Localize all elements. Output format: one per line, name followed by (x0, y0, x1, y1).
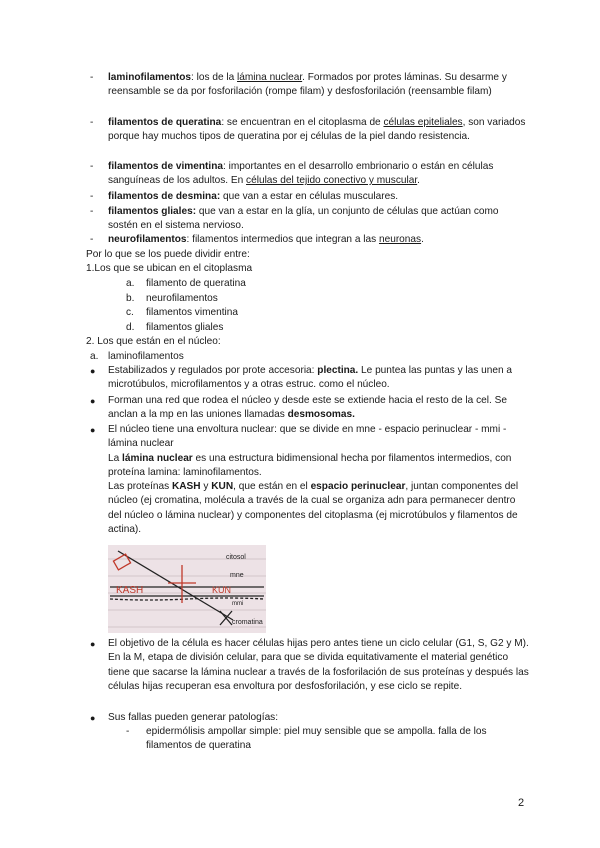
link[interactable]: células epiteliales (383, 117, 463, 128)
list-item: d. filamentos gliales (126, 322, 224, 333)
link[interactable]: neuronas (378, 234, 422, 245)
group2-title: 2. Los que están en el núcleo: (86, 336, 221, 347)
link[interactable]: lámina nuclear (237, 72, 303, 83)
term: laminofilamentos (108, 72, 192, 83)
nuclear-envelope-sketch (108, 545, 266, 633)
term: filamentos gliales: (108, 206, 197, 217)
term: filamentos de vimentina (108, 161, 223, 172)
sub-bullet-item: - epidermólisis ampollar simple: piel muy sensible que se ampolla. falla de los filamentos de queratina (126, 726, 487, 752)
group1-title: 1.Los que se ubican en el citoplasma (86, 263, 253, 274)
term: neurofilamentos (108, 234, 187, 245)
kash-label: KASH (116, 585, 144, 596)
list-item: b. neurofilamentos (126, 293, 218, 304)
term: filamentos de desmina: (108, 191, 221, 202)
list-item: - filamentos de queratina: se encuentran en el citoplasma de células epiteliales, son variados porque hay muchos tipos de queratina por ej células de la piel dando resistencia. (90, 117, 526, 143)
intro-line: Por lo que se los puede dividir entre: (86, 249, 250, 260)
citosol-label: citosol (226, 554, 246, 561)
cromatina-label: cromatina (232, 619, 263, 626)
list-item: a. laminofilamentos (90, 351, 184, 362)
list-item: a. filamento de queratina (126, 278, 246, 289)
page-number: 2 (518, 797, 525, 809)
list-item: - filamentos gliales: que van a estar en la glía, un conjunto de células que actúan como sostén en el sistema nervioso. (90, 206, 499, 232)
bullet-item: ● El núcleo tiene una envoltura nuclear: que se divide en mne - espacio perinuclear - mmi - lámina nuclear La lámina nuclear es una estructura bidimensional hecha por filamentos intermedios, con proteína lamina: laminofilamentos. Las proteínas KASH y KUN, que están en el espacio perinuclear, juntan componentes del núcleo (ej cromatina, molécula a través de la cual se organiza adn para permanecer dentro del núcleo o lámina nuclear) y componentes del citoplasma (ej microtúbulos y filamentos de actina). (90, 424, 519, 536)
mmi-label: mmi (232, 601, 244, 607)
bullet-item: ● Forman una red que rodea el núcleo y desde este se extiende hacia el resto de la cel. Se anclan a la mp en las uniones llamadas desmosomas. (90, 395, 507, 421)
list-item: - filamentos de desmina: que van a estar en células musculares. (90, 191, 399, 202)
list-item: - filamentos de vimentina: importantes en el desarrollo embrionario o están en células sanguíneas de los adultos. En células del tejido conectivo y muscular. (90, 161, 494, 187)
list-item: c. filamentos vimentina (126, 307, 239, 318)
bullet-item: ● Sus fallas pueden generar patologías: (90, 712, 279, 723)
list-item: - neurofilamentos: filamentos intermedios que integran a las neuronas. (90, 234, 424, 245)
mne-label: mne (230, 572, 244, 579)
link[interactable]: células del tejido conectivo y muscular (246, 175, 418, 187)
list-item: - laminofilamentos: los de la lámina nuclear. Formados por protes láminas. Su desarme y reensamble se da por fosforilación (rompe filam) y desfosforilación (reensamble filam) (90, 72, 507, 98)
kun-label: KUN (212, 585, 232, 595)
term: filamentos de queratina (108, 117, 222, 128)
bullet-item: ● El objetivo de la célula es hacer células hijas pero antes tiene un ciclo celular (G1, S, G2 y M). En la M, etapa de división celular, para que se divida equitativamente el material genético tiene que sacarse la lámina nuclear a través de la fosforilación de sus proteínas y después las células hijas recuperan esa envoltura por desfosforilación, y ese ciclo se repite. (90, 638, 529, 692)
bullet-item: ● Estabilizados y regulados por prote accesoria: plectina. Le puntea las puntas y las unen a microtúbulos, microfilamentos y a otras estruc. como el núcleo. (90, 365, 512, 391)
